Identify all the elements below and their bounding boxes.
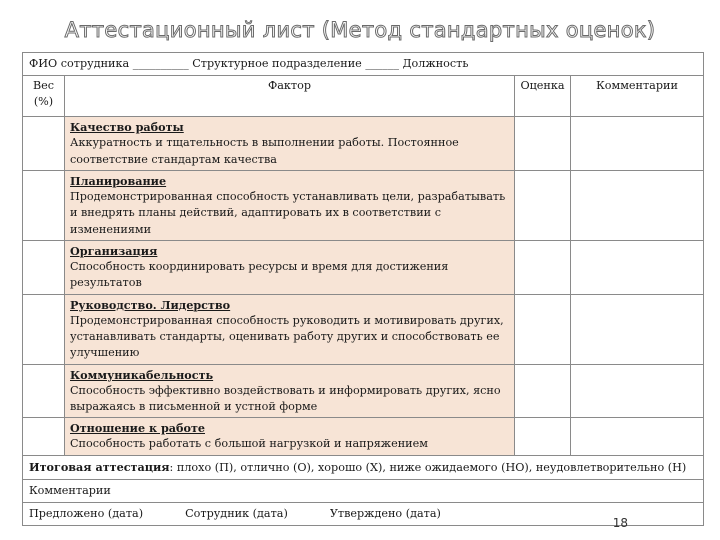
attestation-table — [22, 52, 704, 526]
factor-row — [23, 294, 704, 364]
score-cell[interactable] — [515, 294, 571, 364]
factor-name: Руководство. Лидерство — [70, 297, 231, 312]
factor-description: Способность эффективно воздействовать и информировать других, ясно выражаясь в письменной и устной форме — [70, 383, 501, 413]
column-weight: Вес (%) — [23, 76, 65, 117]
comment-cell[interactable] — [571, 170, 704, 240]
score-cell[interactable] — [515, 364, 571, 418]
weight-cell[interactable] — [23, 364, 65, 418]
factor-cell — [65, 294, 515, 364]
score-cell[interactable] — [515, 117, 571, 171]
comment-cell[interactable] — [571, 117, 704, 171]
factor-rows — [23, 117, 704, 455]
attestation-form — [22, 52, 704, 526]
employee-date[interactable]: Сотрудник (дата) — [185, 507, 288, 521]
factor-name: Планирование — [70, 173, 167, 188]
employee-header-line: ФИО сотрудника __________ Структурное подразделение ______ Должность — [23, 53, 704, 76]
approved-date[interactable]: Утверждено (дата) — [329, 507, 441, 521]
factor-cell — [65, 418, 515, 455]
factor-description: Продемонстрированная способность руководить и мотивировать других, устанавливать стандарты, оценивать работу других и способствовать ее улучшению — [70, 313, 504, 360]
factor-cell — [65, 170, 515, 240]
factor-row — [23, 117, 704, 171]
factor-row — [23, 170, 704, 240]
weight-cell[interactable] — [23, 418, 65, 455]
factor-cell — [65, 240, 515, 294]
comment-cell[interactable] — [571, 364, 704, 418]
comment-cell[interactable] — [571, 418, 704, 455]
summary-label: Итоговая аттестация — [29, 459, 170, 474]
page-title: Аттестационный лист (Метод стандартных оценок) — [64, 18, 656, 42]
factor-description: Аккуратность и тщательность в выполнении работы. Постоянное соответствие стандартам качества — [70, 136, 459, 166]
weight-cell[interactable] — [23, 240, 65, 294]
summary-text: : плохо (П), отлично (О), хорошо (Х), ниже ожидаемого (НО), неудовлетворительно (Н) — [169, 460, 687, 474]
column-comment: Комментарии — [571, 76, 704, 117]
factor-cell — [65, 364, 515, 418]
factor-name: Коммуникабельность — [70, 367, 214, 382]
factor-description: Продемонстрированная способность устанавливать цели, разрабатывать и внедрять планы действий, адаптировать их в соответствии с изменениями — [70, 190, 506, 236]
weight-cell[interactable] — [23, 117, 65, 171]
factor-row — [23, 240, 704, 294]
factor-name: Качество работы — [70, 120, 184, 135]
slide-number: 18 — [612, 516, 628, 530]
proposed-date[interactable]: Предложено (дата) — [29, 507, 144, 521]
column-score: Оценка — [515, 76, 571, 117]
score-cell[interactable] — [515, 418, 571, 455]
weight-cell[interactable] — [23, 294, 65, 364]
weight-cell[interactable] — [23, 170, 65, 240]
signature-row — [23, 503, 704, 526]
factor-name: Отношение к работе — [70, 421, 205, 436]
comment-cell[interactable] — [571, 240, 704, 294]
score-cell[interactable] — [515, 240, 571, 294]
comments-row[interactable]: Комментарии — [23, 479, 704, 502]
summary-row — [23, 455, 704, 479]
comment-cell[interactable] — [571, 294, 704, 364]
factor-row — [23, 418, 704, 455]
score-cell[interactable] — [515, 170, 571, 240]
column-factor: Фактор — [65, 76, 515, 117]
factor-description: Способность координировать ресурсы и время для достижения результатов — [70, 260, 449, 290]
factor-description: Способность работать с большой нагрузкой и напряжением — [70, 437, 428, 451]
factor-row — [23, 364, 704, 418]
factor-cell — [65, 117, 515, 171]
factor-name: Организация — [70, 243, 158, 258]
